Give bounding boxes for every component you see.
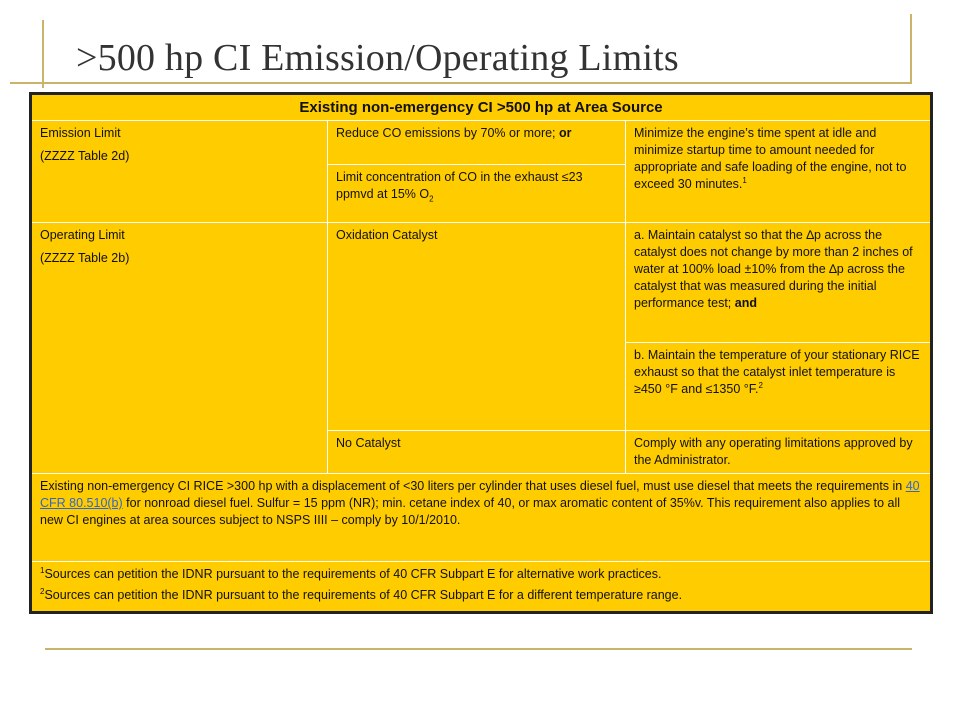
emission-limit-ref: (ZZZZ Table 2d)	[40, 149, 130, 163]
decorative-title-underline	[10, 82, 912, 84]
emission-limit-label-cell	[32, 121, 328, 223]
footnote-ref-2: 2	[758, 380, 763, 390]
operating-limit-label-cell	[32, 223, 328, 474]
oxidation-catalyst-cell: Oxidation Catalyst	[328, 223, 626, 431]
emission-requirement-text: Minimize the engine’s time spent at idle and minimize startup time to amount needed for appropriate and safe loading of the engine, not to exceed 30 minutes.	[634, 126, 907, 191]
limits-table	[31, 94, 931, 612]
fuel-note-cell	[32, 474, 931, 562]
footnote-1-text: Sources can petition the IDNR pursuant to the requirements of 40 CFR Subpart E for alternative work practices.	[44, 567, 662, 581]
emission-option-1-conjunction: or	[559, 126, 572, 140]
o2-subscript: 2	[429, 194, 434, 204]
footnotes-cell	[32, 562, 931, 612]
no-catalyst-cell: No Catalyst	[328, 431, 626, 474]
operating-requirement-a-text: a. Maintain catalyst so that the ∆p across the catalyst does not change by more than 2 inches of water at 100% load ±10% from the ∆p across the catalyst that was measured during the initial performance test;	[634, 228, 913, 310]
table-row	[32, 474, 931, 562]
footnote-2-mark: 2	[40, 586, 45, 596]
table-header: Existing non-emergency CI >500 hp at Area Source	[32, 95, 931, 121]
table-row	[32, 223, 931, 343]
emission-limit-label: Emission Limit	[40, 126, 121, 140]
fuel-note-text-after: for nonroad diesel fuel. Sulfur = 15 ppm (NR); min. cetane index of 40, or max aromatic content of 35%v. This requirement also applies to all new CI engines at area sources subject to NSPS IIII – comply by 10/1/2010.	[40, 496, 901, 527]
slide-title: >500 hp CI Emission/Operating Limits	[76, 37, 679, 79]
emission-option-1-cell	[328, 121, 626, 165]
footnote-ref-1: 1	[742, 175, 747, 185]
operating-limit-ref: (ZZZZ Table 2b)	[40, 251, 130, 265]
emission-option-2-cell	[328, 165, 626, 223]
emission-requirement-cell	[626, 121, 931, 223]
table-header-row	[32, 95, 931, 121]
decorative-footer-line	[45, 648, 912, 650]
operating-requirement-a-conjunction: and	[734, 296, 757, 310]
decorative-corner-line	[910, 14, 912, 84]
operating-requirement-b-cell	[626, 343, 931, 431]
operating-limit-label: Operating Limit	[40, 228, 125, 242]
table-row	[32, 121, 931, 165]
decorative-vertical-line	[42, 20, 44, 88]
footnote-1-mark: 1	[40, 565, 45, 575]
table-row	[32, 562, 931, 612]
footnote-2-text: Sources can petition the IDNR pursuant to the requirements of 40 CFR Subpart E for a different temperature range.	[44, 588, 683, 602]
footnote-2	[40, 587, 922, 604]
emission-option-2-text: Limit concentration of CO in the exhaust ≤23 ppmvd at 15% O	[336, 170, 583, 201]
operating-requirement-b-text: b. Maintain the temperature of your stationary RICE exhaust so that the catalyst inlet temperature is ≥450 °F and ≤1350 °F.	[634, 348, 920, 396]
operating-requirement-a-cell	[626, 223, 931, 343]
footnote-1	[40, 566, 922, 583]
emission-option-1-text: Reduce CO emissions by 70% or more;	[336, 126, 560, 140]
no-catalyst-requirement-cell: Comply with any operating limitations approved by the Administrator.	[626, 431, 931, 474]
fuel-note-text-before: Existing non-emergency CI RICE >300 hp with a displacement of <30 liters per cylinder that uses diesel fuel, must use diesel that meets the requirements in	[40, 479, 906, 493]
cfr-80-510b-link[interactable]: 40 CFR 80.510(b)	[40, 479, 920, 510]
